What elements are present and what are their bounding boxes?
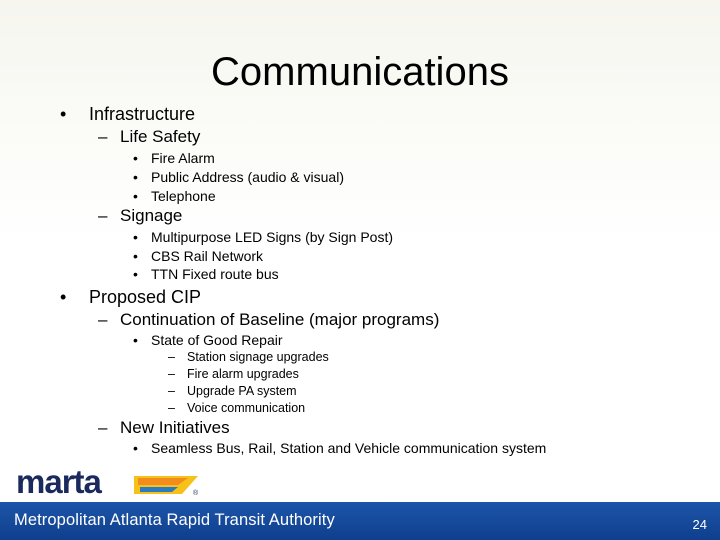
bullet-ttn-bus: • TTN Fixed route bus [133, 266, 279, 282]
bullet-upgrade-pa: – Upgrade PA system [168, 384, 297, 398]
bullet-fire-alarm-upgrades: – Fire alarm upgrades [168, 367, 299, 381]
bullet-proposed-cip: • Proposed CIP [60, 287, 202, 307]
bullet-state-of-good-repair: • State of Good Repair [133, 332, 283, 348]
bullet-fire-alarm: • Fire Alarm [133, 150, 215, 166]
page-number: 24 [692, 517, 707, 532]
bullet-new-initiatives: – New Initiatives [98, 418, 230, 437]
marta-logo [16, 466, 202, 500]
bullet-life-safety: – Life Safety [98, 127, 201, 146]
footer-authority-name: Metropolitan Atlanta Rapid Transit Authority [14, 511, 335, 529]
logo-swoosh-blue [140, 487, 178, 492]
slide-title: Communications [211, 50, 509, 94]
registered-mark: ® [193, 490, 199, 497]
marta-logo-wordmark: marta [16, 466, 101, 500]
bullet-public-address: • Public Address (audio & visual) [133, 169, 344, 185]
bullet-signage: – Signage [98, 206, 183, 225]
bullet-seamless-communication: • Seamless Bus, Rail, Station and Vehicle communication system [133, 440, 547, 456]
bullet-voice-communication: – Voice communication [168, 401, 306, 415]
footer-bar [0, 502, 720, 540]
bullet-cbs-rail: • CBS Rail Network [133, 248, 264, 264]
bullet-telephone: • Telephone [133, 188, 216, 204]
bullet-infrastructure: • Infrastructure [60, 104, 196, 124]
bullet-led-signs: • Multipurpose LED Signs (by Sign Post) [133, 229, 393, 245]
marta-logo-graphic [16, 466, 202, 500]
bullet-continuation-baseline: – Continuation of Baseline (major programs) [98, 310, 440, 329]
bullet-station-signage: – Station signage upgrades [168, 350, 329, 364]
